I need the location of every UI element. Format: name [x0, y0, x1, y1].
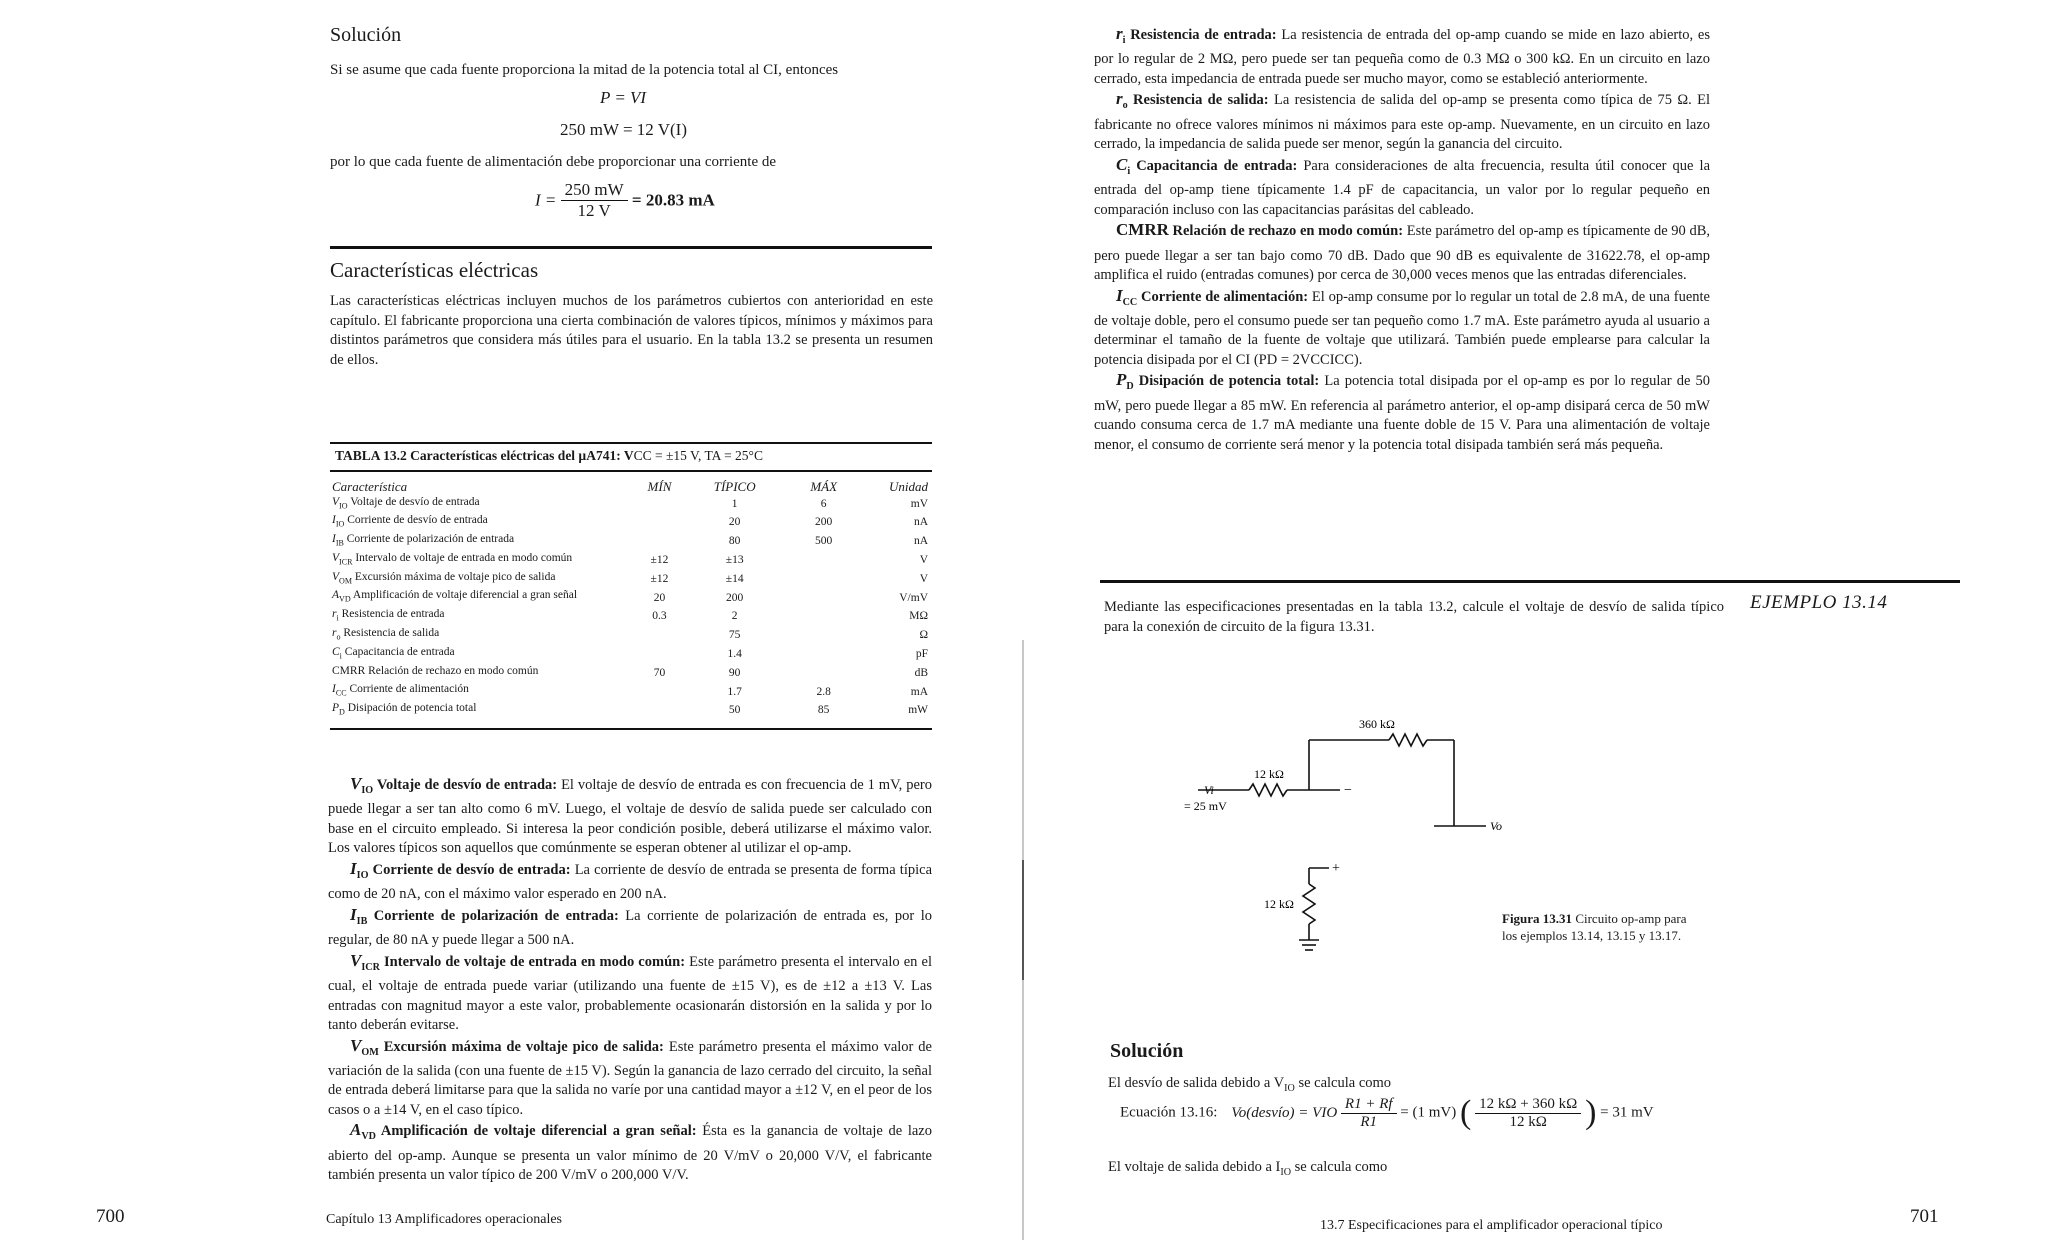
- definition-symbol-sub: IB: [356, 915, 368, 927]
- row-label: Voltaje de desvío de entrada: [347, 495, 480, 508]
- sol-line-2: [1108, 1158, 1387, 1182]
- definition-title-text: Corriente de polarización de entrada:: [367, 907, 619, 924]
- definition-text: Este parámetro del op-amp es típicamente de 90 dB, pero puede llegar a ser tan bajo como 70 dB. Dado que 90 dB es equivalente de 31622.78, el op-amp amplifica el ruido (entradas comunes) por cerca de 30,000 veces menos que las entradas diferenciales.: [1094, 223, 1710, 284]
- definition-symbol-sub: VD: [361, 1131, 376, 1143]
- row-characteristic: [330, 551, 629, 570]
- row-label: Resistencia de salida: [340, 627, 440, 640]
- definition-symbol: C: [1116, 154, 1128, 174]
- definition-text: La corriente de polarización de entrada es, por lo regular, de 80 nA y puede llegar a 500 nA.: [328, 907, 932, 949]
- table-row: [330, 607, 930, 626]
- footer-left: Capítulo 13 Amplificadores operacionales: [326, 1212, 562, 1227]
- row-max: [780, 626, 868, 645]
- eq-result: = 31 mV: [1600, 1104, 1654, 1121]
- header-min: MÍN: [647, 479, 672, 494]
- definition-symbol: I: [1116, 285, 1123, 305]
- sol-line-1-sub: IO: [1284, 1082, 1295, 1094]
- row-unit: MΩ: [909, 610, 928, 623]
- row-symbol-sub: D: [339, 707, 345, 717]
- row-typ: 2: [731, 610, 738, 623]
- spec-table-wrap: [330, 480, 930, 720]
- definition-title-text: Corriente de desvío de entrada:: [368, 861, 571, 878]
- row-symbol-sub: ICR: [339, 557, 353, 567]
- row-min: [629, 682, 690, 701]
- row-characteristic: [330, 626, 629, 645]
- row-characteristic: [330, 682, 629, 701]
- row-unit: V/mV: [899, 591, 928, 604]
- row-symbol: r: [332, 608, 337, 621]
- definition-title: [350, 950, 686, 973]
- table-row: [330, 551, 930, 570]
- row-max: [780, 588, 868, 607]
- eq3-fraction: [561, 180, 628, 221]
- row-symbol: V: [332, 551, 340, 564]
- example-text: Mediante las especificaciones presentadas en la tabla 13.2, calcule el voltaje de desvío de salida típico para la conexión de circuito de la figura 13.31.: [1104, 599, 1724, 635]
- table-title-main: TABLA 13.2 Características eléctricas del µA741: V: [335, 448, 634, 463]
- definition-symbol-sub: o: [1122, 100, 1128, 112]
- row-typ: 50: [728, 704, 741, 717]
- definition-title: [1116, 89, 1269, 112]
- definition-paragraph: [1094, 370, 1710, 455]
- definition-text: La resistencia de entrada del op-amp cuando se mide en lazo abierto, es por lo regular de 2 MΩ, pero puede ser tan pequeña como de 0.3 MΩ o 300 kΩ. En un circuito en lazo cerrado, esta impedancia de entrada puede ser mucho mayor, como se estableció anteriormente.: [1094, 27, 1710, 87]
- row-unit: mV: [910, 497, 928, 510]
- row-symbol: C: [332, 645, 340, 658]
- row-typ: 75: [728, 629, 741, 642]
- row-label: Corriente de alimentación: [346, 683, 469, 696]
- definition-title: [350, 858, 571, 881]
- row-symbol: r: [332, 627, 337, 640]
- eq3-den: 12 V: [577, 201, 611, 220]
- row-min: ±12: [650, 554, 669, 567]
- definition-symbol: P: [1116, 370, 1127, 390]
- circuit-diagram: [1144, 700, 1564, 980]
- row-label: Corriente de polarización de entrada: [343, 533, 515, 546]
- definition-symbol-sub: ICR: [361, 961, 380, 973]
- row-label: Excursión máxima de voltaje pico de salida: [352, 570, 556, 583]
- definition-symbol-sub: OM: [361, 1046, 379, 1058]
- definition-title-text: Capacitancia de entrada:: [1130, 157, 1298, 174]
- definition-title: [350, 1120, 697, 1143]
- row-symbol-sub: VD: [339, 594, 351, 604]
- table-row: [330, 570, 930, 589]
- definition-paragraph: [1094, 220, 1710, 285]
- right-solution-heading: Solución: [1110, 1040, 1184, 1062]
- example-rule: [1100, 580, 1960, 583]
- row-label: Amplificación de voltaje diferencial a gran señal: [350, 589, 578, 602]
- definition-title-text: Corriente de alimentación:: [1137, 288, 1309, 305]
- eq-frac2: [1475, 1096, 1581, 1131]
- row-characteristic: [330, 607, 629, 626]
- table-header-row: [330, 480, 930, 495]
- definition-title: [1116, 285, 1309, 308]
- definition-title-text: Resistencia de entrada:: [1125, 27, 1277, 43]
- mid-text: por lo que cada fuente de alimentación debe proporcionar una corriente de: [330, 154, 777, 170]
- definition-title-text: Resistencia de salida:: [1127, 92, 1269, 109]
- table-header-rule: [330, 470, 932, 472]
- table-row: [330, 532, 930, 551]
- row-characteristic: [330, 570, 629, 589]
- definition-symbol: CMRR: [1116, 220, 1169, 240]
- row-symbol-sub: i: [336, 613, 339, 623]
- definition-paragraph: [328, 905, 932, 951]
- definition-paragraph: [1094, 24, 1710, 89]
- row-label: Corriente de desvío de entrada: [344, 514, 488, 527]
- definition-symbol-sub: i: [1122, 34, 1126, 46]
- eq3-result: = 20.83 mA: [631, 190, 715, 210]
- row-symbol: V: [332, 495, 340, 508]
- row-min: [629, 513, 690, 532]
- row-typ: 1.4: [727, 648, 742, 661]
- row-label: Disipación de potencia total: [344, 702, 477, 715]
- row-symbol: I: [332, 683, 336, 696]
- table-row: [330, 664, 930, 683]
- row-symbol: P: [332, 702, 340, 715]
- left-definitions: [328, 774, 932, 1186]
- row-label: Capacitancia de entrada: [341, 645, 455, 658]
- definition-paragraph: [328, 774, 932, 859]
- spec-table: [330, 480, 930, 720]
- row-min: [629, 495, 690, 514]
- table-row: [330, 645, 930, 664]
- definition-title-text: Relación de rechazo en modo común:: [1168, 223, 1404, 240]
- eq-frac2-den: 12 kΩ: [1509, 1113, 1547, 1130]
- definition-symbol-sub: IO: [356, 869, 369, 881]
- row-typ: 200: [726, 591, 744, 604]
- row-typ: 1: [731, 497, 738, 510]
- header-typ: TÍPICO: [713, 479, 756, 494]
- example-label: EJEMPLO 13.14: [1750, 592, 1888, 613]
- eq3-num: 250 mW: [561, 180, 628, 201]
- row-unit: pF: [915, 648, 928, 661]
- row-max: 2.8: [816, 685, 831, 698]
- definition-title: [1116, 154, 1298, 177]
- definition-text: Ésta es la ganancia de voltaje de lazo abierto del op-amp. Aunque se presenta un valor mínimo de 20 V/mV o 20,000 V/V, el fabricante también presenta un valor típico de 200 V/mV o 200,000 V/V.: [328, 1123, 932, 1184]
- eq3-lhs: I =: [535, 190, 557, 210]
- row-max: 85: [817, 704, 830, 717]
- definition-symbol: r: [1116, 24, 1123, 43]
- vi-label: Vi: [1204, 783, 1214, 797]
- sol-line-2-sub: IO: [1280, 1166, 1292, 1178]
- row-symbol: I: [332, 514, 336, 527]
- definition-symbol: V: [350, 950, 362, 970]
- definition-paragraph: [1094, 155, 1710, 220]
- row-max: [780, 607, 868, 626]
- eq-frac1-den: R1: [1360, 1113, 1378, 1130]
- row-unit: nA: [913, 516, 928, 529]
- definition-symbol: V: [350, 1035, 362, 1055]
- row-symbol: V: [332, 570, 340, 583]
- eq-lhs: Vo(desvío) = VIO: [1231, 1104, 1338, 1121]
- row-label: Intervalo de voltaje de entrada en modo común: [352, 551, 573, 564]
- table-top-rule: [330, 442, 932, 444]
- definition-symbol: V: [350, 774, 362, 793]
- row-min: 20: [653, 591, 666, 604]
- section-paragraph: Las características eléctricas incluyen muchos de los parámetros cubiertos con anterioridad en este capítulo. El fabricante proporciona una cierta combinación de valores típicos, mínimos y máximos para distintos parámetros que considera más útiles para el usuario. En la tabla 13.2 se presenta un resumen de ellos.: [330, 293, 933, 368]
- row-unit: V: [919, 554, 928, 567]
- definition-paragraph: [328, 951, 932, 1036]
- table-row: [330, 513, 930, 532]
- header-unit: Unidad: [889, 479, 928, 494]
- row-min: ±12: [650, 572, 669, 585]
- row-characteristic: [330, 701, 629, 720]
- definition-symbol-sub: CC: [1122, 296, 1138, 308]
- definition-paragraph: [328, 1036, 932, 1121]
- header-max: MÁX: [810, 479, 838, 494]
- definition-paragraph: [1094, 89, 1710, 154]
- definition-title-text: Amplificación de voltaje diferencial a gran señal:: [375, 1123, 697, 1140]
- definition-title-text: Voltaje de desvío de entrada:: [373, 777, 558, 793]
- row-unit: V: [919, 572, 928, 585]
- eq-frac1: [1341, 1096, 1397, 1131]
- table-row: [330, 701, 930, 720]
- row-unit: Ω: [919, 629, 928, 642]
- definition-text: La corriente de desvío de entrada se presenta de forma típica como de 20 nA, con el máximo valor esperado en 200 nA.: [328, 861, 933, 903]
- definition-title: [350, 904, 619, 927]
- row-symbol-sub: OM: [339, 575, 352, 585]
- row-max: [780, 551, 868, 570]
- row-symbol: CMRR: [332, 664, 366, 677]
- table-row: [330, 588, 930, 607]
- row-max: 500: [815, 535, 833, 548]
- row-characteristic: [330, 532, 629, 551]
- row-label: Resistencia de entrada: [338, 608, 445, 621]
- definition-symbol-sub: D: [1126, 381, 1134, 393]
- row-typ: 90: [728, 666, 741, 679]
- definition-symbol: r: [1116, 89, 1123, 109]
- vi-value: = 25 mV: [1184, 799, 1227, 813]
- eq-frac1-num: R1 + Rf: [1341, 1096, 1397, 1114]
- definition-title: [1116, 220, 1404, 240]
- row-label: Relación de rechazo en modo común: [365, 664, 539, 677]
- definition-symbol-sub: IO: [361, 784, 374, 796]
- definition-text: Este parámetro presenta el máximo valor de variación de la salida (con una fuente de ±15 V). Según la ganancia de lazo cerrado del circuito, la señal de entrada deberá limitarse para que la salida no varíe por una cantidad mayor a ±12 V, en el peor de los casos o a ±14 V, en el caso típico.: [328, 1038, 932, 1118]
- row-symbol-sub: IO: [339, 500, 348, 510]
- equation-3: [535, 180, 715, 221]
- row-min: 0.3: [652, 610, 667, 623]
- figure-caption: [1502, 910, 1702, 944]
- definition-symbol: I: [350, 858, 357, 878]
- definition-paragraph: [328, 1120, 932, 1185]
- definition-text: Este parámetro presenta el intervalo en el cual, el voltaje de entrada puede variar (utilizando una fuente de ±15 V), es de ±12 a ±13 V. Las entradas con magnitud mayor a este valor, probablemente ocasionarán distorsión en la salida y por lo tanto deberán evitarse.: [328, 953, 932, 1034]
- equation-1: P = VI: [600, 88, 647, 107]
- row-characteristic: [330, 664, 629, 683]
- definition-title-text: Intervalo de voltaje de entrada en modo común:: [379, 953, 686, 970]
- eq-paren-open: (: [1460, 1094, 1472, 1131]
- table-row: [330, 682, 930, 701]
- definition-symbol: I: [350, 904, 357, 924]
- row-symbol-sub: CC: [335, 688, 347, 698]
- header-characteristic: Característica: [332, 479, 408, 494]
- footer-right: 13.7 Especificaciones para el amplificador operacional típico: [1320, 1218, 1663, 1233]
- row-unit: mW: [908, 704, 928, 717]
- right-page: [1024, 0, 2048, 1244]
- row-min: 70: [653, 666, 666, 679]
- solution-heading: Solución: [330, 24, 402, 46]
- table-title-rest: CC = ±15 V, TA = 25°C: [633, 448, 763, 463]
- definition-paragraph: [328, 859, 932, 905]
- definition-text: Para consideraciones de alta frecuencia, resulta útil conocer que la entrada del op-amp tiene típicamente 1.4 pF de capacitancia, un valor por lo regular pequeño en comparación incluso con las capacitancias parásitas del cableado.: [1094, 157, 1711, 218]
- row-symbol: I: [332, 533, 336, 546]
- row-characteristic: [330, 495, 629, 514]
- table-row: [330, 626, 930, 645]
- row-typ: ±13: [725, 554, 744, 567]
- row-unit: dB: [914, 666, 928, 679]
- row-min: [629, 626, 690, 645]
- definition-title: [350, 1035, 664, 1058]
- r1-label: 12 kΩ: [1254, 767, 1284, 781]
- page-number-right: 701: [1910, 1206, 1939, 1227]
- definition-text: La resistencia de salida del op-amp se presenta como típica de 75 Ω. El fabricante no ofrece valores mínimos ni máximos para este op-amp. Nuevamente, en un circuito en lazo cerrado, la impedancia de salida puede ser menor, según la ganancia del circuito.: [1094, 92, 1711, 153]
- definition-title: [350, 774, 558, 796]
- intro-text: Si se asume que cada fuente proporciona la mitad de la potencia total al CI, entonces: [330, 62, 839, 78]
- row-typ: 80: [728, 535, 741, 548]
- sol-line-2-text: El voltaje de salida debido a I: [1108, 1159, 1281, 1175]
- row-unit: mA: [910, 685, 928, 698]
- section-rule: [330, 246, 932, 249]
- definition-symbol-sub: i: [1127, 165, 1131, 177]
- row-max: 6: [820, 497, 827, 510]
- sol-line-1-text: El desvío de salida debido a V: [1108, 1075, 1285, 1091]
- eq-paren-close: ): [1585, 1094, 1597, 1131]
- vo-label: Vo: [1490, 819, 1502, 833]
- row-symbol-sub: IB: [335, 538, 344, 548]
- row-unit: nA: [913, 535, 928, 548]
- row-max: [780, 645, 868, 664]
- row-min: [629, 532, 690, 551]
- row-symbol: A: [332, 589, 340, 602]
- definition-title: [1116, 24, 1277, 46]
- rf-label: 360 kΩ: [1359, 717, 1395, 731]
- row-symbol-sub: IO: [335, 519, 345, 529]
- minus-terminal: −: [1344, 783, 1352, 798]
- row-characteristic: [330, 513, 629, 532]
- eq-frac2-num: 12 kΩ + 360 kΩ: [1475, 1096, 1581, 1114]
- figure-caption-label: Figura 13.31: [1502, 911, 1573, 926]
- row-max: [780, 664, 868, 683]
- equation-13-16: [1120, 1094, 1654, 1132]
- row-max: 200: [815, 516, 833, 529]
- definition-title-text: Disipación de potencia total:: [1133, 373, 1320, 390]
- definition-title-text: Excursión máxima de voltaje pico de salida:: [378, 1038, 664, 1055]
- definition-text: El voltaje de desvío de entrada es con frecuencia de 1 mV, pero puede llegar a ser tan alto como 6 mV. Luego, el voltaje de desvío de salida puede ser calculado con base en el circuito empleado. Si interesa la peor condición posible, deberá utilizarse el máximo valor. Los valores típicos son aquellos que comúnmente se esperan obtener al utilizar el op-amp.: [328, 777, 932, 857]
- definition-text: La potencia total disipada por el op-amp es por lo regular de 50 mW, pero puede llegar a 85 mW. En referencia al parámetro anterior, el op-amp disipará cerca de 50 mW cuando consuma cerca de 1.7 mA mediante una fuente doble de 15 V. Para una alimentación de voltaje menor, el consumo de corriente será menor y la potencia total disipada también será más pequeña.: [1094, 373, 1711, 453]
- row-symbol-sub: i: [339, 651, 342, 661]
- row-typ: 1.7: [727, 685, 742, 698]
- sol-line-1-end: se calcula como: [1294, 1075, 1392, 1091]
- eq-label: Ecuación 13.16:: [1120, 1104, 1218, 1121]
- table-title: [335, 448, 763, 464]
- table-row: [330, 495, 930, 514]
- row-min: [629, 701, 690, 720]
- equation-2: 250 mW = 12 V(I): [560, 120, 688, 139]
- page-number-left: 700: [96, 1206, 125, 1227]
- eq-mid: = (1 mV): [1400, 1104, 1457, 1121]
- row-characteristic: [330, 645, 629, 664]
- figure-caption-text: Circuito op-amp para los ejemplos 13.14, 13.15 y 13.17.: [1502, 911, 1687, 943]
- left-page: [0, 0, 1020, 1244]
- row-characteristic: [330, 588, 629, 607]
- row-symbol-sub: o: [336, 632, 341, 642]
- plus-terminal: +: [1332, 861, 1340, 876]
- right-definitions: [1094, 24, 1710, 455]
- sol-line-2-end: se calcula como: [1291, 1159, 1388, 1175]
- definition-text: El op-amp consume por lo regular un total de 2.8 mA, de una fuente de voltaje doble, pero el consumo puede ser tan pequeño como 1.7 mA. Este parámetro ayuda al usuario a determinar el tamaño de la fuente de voltaje que utilizará. También puede emplearse para calcular la potencia disipada por el CI (PD = 2VCCICC).: [1094, 288, 1710, 368]
- row-min: [629, 645, 690, 664]
- definition-title: [1116, 370, 1320, 393]
- definition-symbol: A: [350, 1120, 362, 1140]
- table-bottom-rule: [330, 728, 932, 730]
- rb-label: 12 kΩ: [1264, 897, 1294, 911]
- row-typ: ±14: [725, 572, 744, 585]
- row-typ: 20: [728, 516, 741, 529]
- row-max: [780, 570, 868, 589]
- section-title: Características eléctricas: [330, 258, 539, 282]
- definition-paragraph: [1094, 286, 1710, 371]
